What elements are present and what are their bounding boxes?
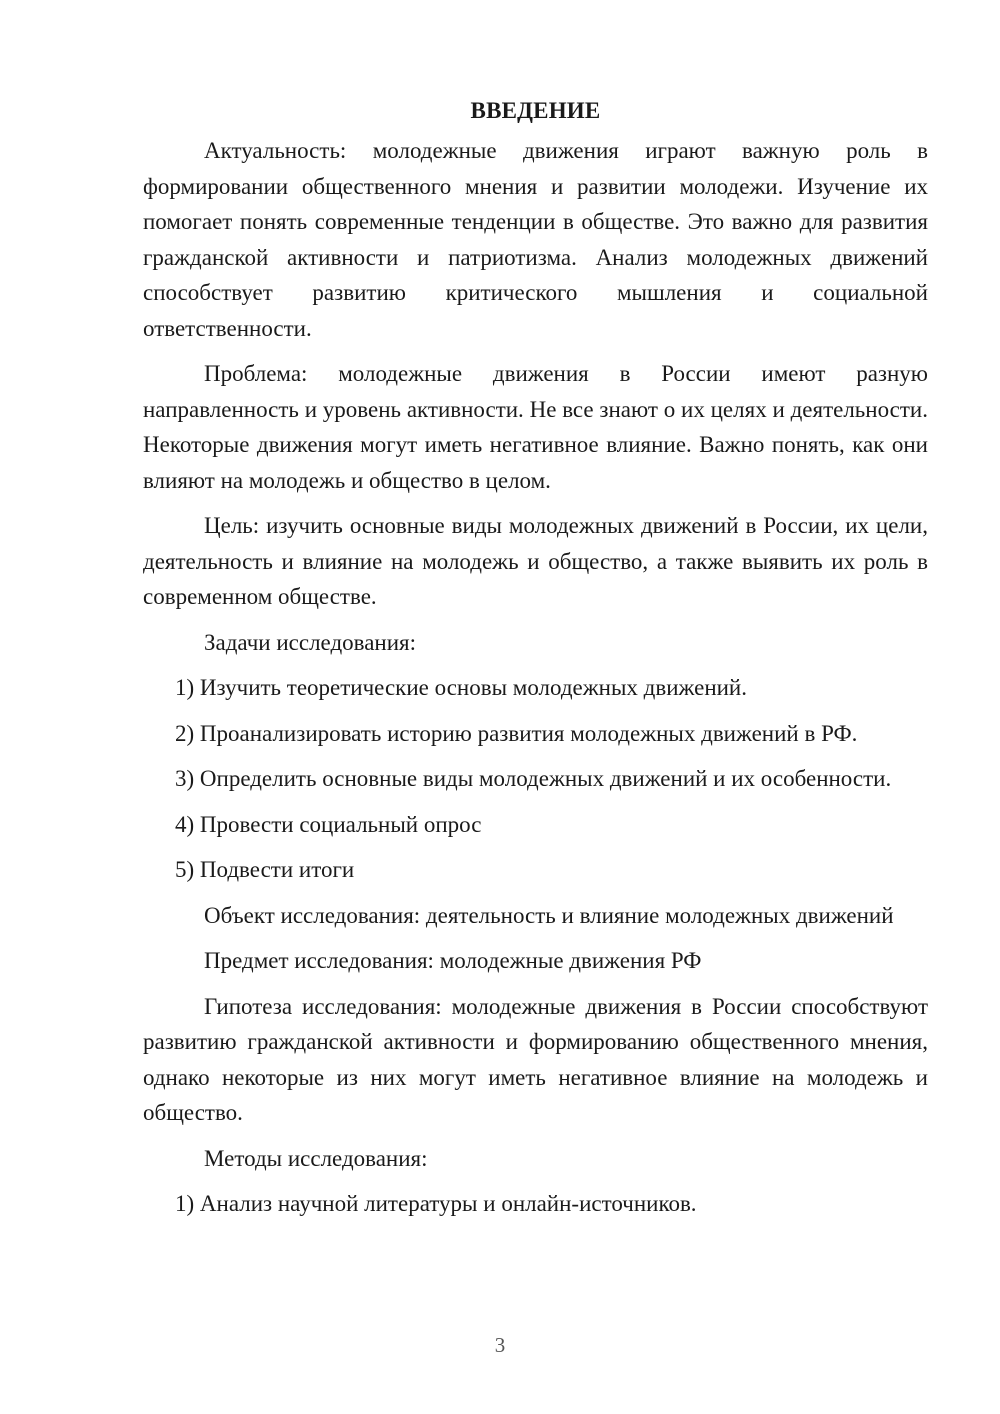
tasks-heading: Задачи исследования: <box>204 629 417 655</box>
paragraph-hypothesis: Гипотеза исследования: молодежные движения в России способствуют развитию гражданской активности и формированию общественного мнения, однако некоторые из них могут иметь негативное влияние на молодежь и общество. <box>143 993 928 1125</box>
paragraph-problem: Проблема: молодежные движения в России имеют разную направленность и уровень активности. Не все знают о их целях и деятельности. Некоторые движения могут иметь негативное влияние. Важно понять, как они влияют на молодежь и общество в целом. <box>143 361 928 493</box>
paragraph-goal: Цель: изучить основные виды молодежных движений в России, их цели, деятельность и влияние на молодежь и общество, а также выявить их роль в современном обществе. <box>143 513 928 609</box>
task-item-4: 4) Провести социальный опрос <box>175 811 482 837</box>
paragraph-object: Объект исследования: деятельность и влияние молодежных движений <box>204 902 894 928</box>
page-number: 3 <box>494 1333 506 1357</box>
task-item-2: 2) Проанализировать историю развития молодежных движений в РФ. <box>175 720 858 746</box>
task-item-5: 5) Подвести итоги <box>175 857 355 882</box>
method-item-1: 1) Анализ научной литературы и онлайн-источников. <box>175 1191 697 1216</box>
paragraph-subject: Предмет исследования: молодежные движения РФ <box>204 948 702 973</box>
task-item-3: 3) Определить основные виды молодежных движений и их особенности. <box>175 766 892 791</box>
section-title: ВВЕДЕНИЕ <box>470 98 601 123</box>
document-page <box>143 93 928 1232</box>
paragraph-relevance: Актуальность: молодежные движения играют важную роль в формировании общественного мнения и развитии молодежи. Изучение их помогает понять современные тенденции в обществе. Это важно для развития гражданской активности и патриотизма. Анализ молодежных движений способствует развитию критического мышления и социальной ответственности. <box>143 138 928 341</box>
methods-heading: Методы исследования: <box>204 1145 428 1171</box>
task-item-1: 1) Изучить теоретические основы молодежных движений. <box>175 675 747 700</box>
